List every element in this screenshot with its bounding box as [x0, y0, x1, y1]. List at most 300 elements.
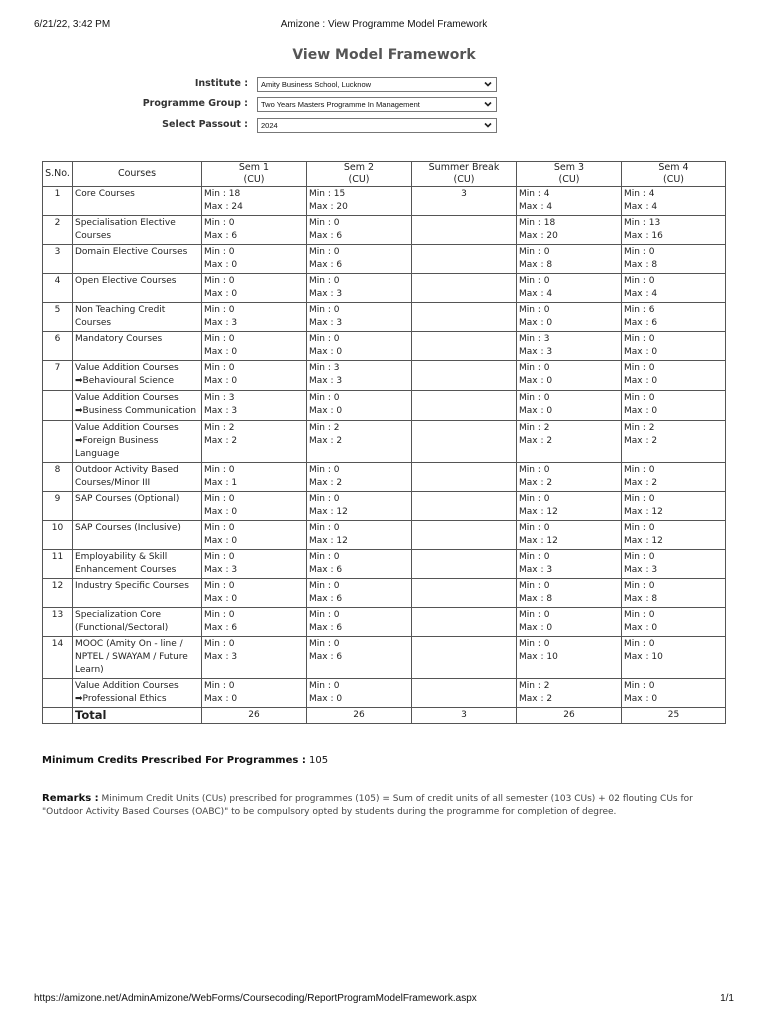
max-value: Max : 2: [519, 478, 553, 488]
min-value: Min : 0: [204, 552, 235, 562]
max-value: Max : 0: [204, 260, 238, 270]
max-value: Max : 3: [309, 318, 343, 328]
max-value: Max : 6: [309, 260, 343, 270]
cell-sno: 12: [43, 579, 73, 608]
cell-summer: [412, 463, 517, 492]
min-value: Min : 0: [309, 610, 340, 620]
cell-sem1: [202, 187, 307, 216]
min-value: Min : 0: [624, 681, 655, 691]
cell-sem3: [517, 332, 622, 361]
min-value: Min : 0: [624, 334, 655, 344]
cell-sno: 1: [43, 187, 73, 216]
table-row: [43, 303, 726, 332]
course-name: Domain Elective Courses: [75, 247, 188, 257]
cell-sno: 2: [43, 216, 73, 245]
min-value: Min : 0: [204, 681, 235, 691]
min-value: Min : 0: [519, 494, 550, 504]
cell-sem2: [307, 521, 412, 550]
min-value: Min : 4: [624, 189, 655, 199]
institute-select[interactable]: [257, 77, 497, 92]
min-value: Min : 0: [204, 639, 235, 649]
total-summer: 3: [412, 708, 517, 724]
cell-sem1: [202, 492, 307, 521]
cell-sem2: [307, 550, 412, 579]
min-value: Min : 0: [624, 581, 655, 591]
max-value: Max : 0: [624, 694, 658, 704]
max-value: Max : 2: [309, 478, 343, 488]
course-name: Value Addition Courses: [75, 681, 179, 691]
total-label: Total: [73, 708, 202, 724]
col-header-unit: (CU): [558, 174, 580, 185]
max-value: Max : 0: [204, 536, 238, 546]
total-sem1: 26: [202, 708, 307, 724]
cell-course: [73, 187, 202, 216]
cell-sno: 13: [43, 608, 73, 637]
course-name: Value Addition Courses: [75, 363, 179, 373]
max-value: Max : 0: [624, 406, 658, 416]
max-value: Max : 12: [519, 536, 558, 546]
min-value: Min : 0: [519, 247, 550, 257]
table-row: [43, 245, 726, 274]
cell-sem1: [202, 608, 307, 637]
min-value: Min : 4: [519, 189, 550, 199]
programme-group-select[interactable]: [257, 97, 497, 112]
cell-course: [73, 391, 202, 421]
max-value: Max : 0: [204, 347, 238, 357]
right-arrow-icon: ➡: [75, 436, 83, 446]
min-value: Min : 0: [624, 552, 655, 562]
cell-sno: 6: [43, 332, 73, 361]
min-value: Min : 0: [309, 393, 340, 403]
cell-summer: [412, 332, 517, 361]
col-header-unit: (CU): [453, 174, 475, 185]
cell-sem1: [202, 521, 307, 550]
cell-sem2: [307, 274, 412, 303]
course-subcategory: Foreign Business Language: [75, 436, 159, 459]
passout-select-value: 2024: [261, 121, 278, 130]
min-value: Min : 15: [309, 189, 346, 199]
cell-course: [73, 550, 202, 579]
min-value: Min : 2: [624, 423, 655, 433]
min-value: Min : 0: [204, 247, 235, 257]
min-value: Min : 0: [204, 494, 235, 504]
cell-summer: [412, 521, 517, 550]
cell-sno: 7: [43, 361, 73, 391]
max-value: Max : 3: [309, 289, 343, 299]
cell-summer: [412, 579, 517, 608]
min-value: Min : 0: [624, 465, 655, 475]
institute-select-value: Amity Business School, Lucknow: [261, 80, 372, 89]
min-value: Min : 6: [624, 305, 655, 315]
max-value: Max : 0: [204, 289, 238, 299]
max-value: Max : 0: [204, 594, 238, 604]
col-header-text: Sem 4: [658, 162, 689, 173]
max-value: Max : 0: [519, 623, 553, 633]
course-name: Core Courses: [75, 189, 135, 199]
course-name: Industry Specific Courses: [75, 581, 189, 591]
table-row: [43, 579, 726, 608]
max-value: Max : 3: [204, 652, 238, 662]
table-row: [43, 391, 726, 421]
cell-sem3: [517, 492, 622, 521]
min-value: Min : 0: [309, 681, 340, 691]
cell-sem4: [622, 463, 726, 492]
right-arrow-icon: ➡: [75, 376, 83, 386]
course-name: MOOC (Amity On - line / NPTEL / SWAYAM / Future Learn): [75, 639, 188, 675]
table-row: [43, 463, 726, 492]
print-header: [34, 19, 734, 33]
cell-summer: [412, 274, 517, 303]
cell-course: [73, 608, 202, 637]
programme-group-select-value: Two Years Masters Programme In Management: [261, 100, 420, 109]
chevron-down-icon: [483, 99, 493, 110]
min-value: Min : 0: [204, 334, 235, 344]
cell-sem1: [202, 332, 307, 361]
min-value: Min : 0: [309, 494, 340, 504]
total-row: [43, 708, 726, 724]
cell-course: [73, 303, 202, 332]
cell-sem2: [307, 391, 412, 421]
min-credits: [42, 755, 328, 766]
cell-course: [73, 579, 202, 608]
cell-sem3: [517, 550, 622, 579]
passout-filter-row: [120, 118, 500, 134]
min-value: Min : 0: [519, 393, 550, 403]
max-value: Max : 0: [519, 318, 553, 328]
max-value: Max : 0: [204, 507, 238, 517]
cell-sem3: [517, 463, 622, 492]
cell-sem3: [517, 274, 622, 303]
table-row: [43, 521, 726, 550]
cell-sem2: [307, 463, 412, 492]
cell-sem3: [517, 187, 622, 216]
max-value: Max : 4: [519, 202, 553, 212]
min-value: Min : 0: [204, 465, 235, 475]
min-value: Min : 0: [624, 639, 655, 649]
cell-sno: [43, 391, 73, 421]
min-value: Min : 0: [309, 305, 340, 315]
cell-sem2: [307, 579, 412, 608]
min-value: Min : 0: [309, 334, 340, 344]
course-subcategory: Professional Ethics: [82, 694, 167, 704]
cell-sem4: [622, 550, 726, 579]
cell-summer: [412, 608, 517, 637]
cell-sem4: [622, 303, 726, 332]
max-value: Max : 2: [624, 436, 658, 446]
min-value: Min : 2: [519, 423, 550, 433]
cell-course: [73, 421, 202, 463]
max-value: Max : 6: [204, 623, 238, 633]
cell-sno: 11: [43, 550, 73, 579]
cell-course: [73, 679, 202, 708]
min-value: Min : 0: [204, 218, 235, 228]
chevron-down-icon: [483, 79, 493, 90]
max-value: Max : 0: [204, 694, 238, 704]
col-header-sem4: [622, 162, 726, 187]
cell-summer: 3: [412, 187, 517, 216]
col-header-text: Sem 3: [553, 162, 585, 173]
col-header-text: Sem 1: [238, 162, 270, 173]
cell-sem2: [307, 608, 412, 637]
course-subcategory: Business Communication: [82, 406, 197, 416]
print-page-title: Amizone : View Programme Model Framework: [280, 19, 488, 30]
cell-sem2: [307, 245, 412, 274]
cell-sem1: [202, 463, 307, 492]
course-name: SAP Courses (Optional): [75, 494, 180, 504]
cell-sem1: [202, 391, 307, 421]
max-value: Max : 0: [309, 347, 343, 357]
max-value: Max : 6: [309, 623, 343, 633]
col-header-summer: [412, 162, 517, 187]
cell-sem2: [307, 492, 412, 521]
cell-sem3: [517, 579, 622, 608]
cell-course: [73, 245, 202, 274]
min-value: Min : 0: [204, 581, 235, 591]
col-header-courses: Courses: [73, 162, 202, 187]
max-value: Max : 10: [624, 652, 663, 662]
max-value: Max : 0: [519, 406, 553, 416]
min-value: Min : 0: [519, 523, 550, 533]
institute-filter-row: [120, 77, 500, 93]
course-name: Open Elective Courses: [75, 276, 177, 286]
max-value: Max : 4: [519, 289, 553, 299]
col-header-unit: (CU): [243, 174, 265, 185]
min-value: Min : 13: [624, 218, 661, 228]
cell-sem1: [202, 245, 307, 274]
min-value: Min : 0: [519, 465, 550, 475]
course-name: Specialisation Elective Courses: [75, 218, 176, 241]
max-value: Max : 6: [309, 565, 343, 575]
cell-course: [73, 463, 202, 492]
cell-sem2: [307, 303, 412, 332]
cell-sem2: [307, 361, 412, 391]
min-value: Min : 3: [204, 393, 235, 403]
cell-sem1: [202, 421, 307, 463]
right-arrow-icon: ➡: [75, 694, 83, 704]
right-arrow-icon: ➡: [75, 406, 83, 416]
cell-sno: 14: [43, 637, 73, 679]
min-value: Min : 0: [624, 610, 655, 620]
cell-sem4: [622, 521, 726, 550]
cell-sem2: [307, 187, 412, 216]
max-value: Max : 8: [624, 594, 658, 604]
print-footer: [34, 993, 734, 1007]
min-value: Min : 0: [309, 581, 340, 591]
min-value: Min : 0: [519, 581, 550, 591]
max-value: Max : 3: [309, 376, 343, 386]
min-value: Min : 0: [309, 247, 340, 257]
cell-sem4: [622, 274, 726, 303]
min-value: Min : 0: [204, 305, 235, 315]
table-row: [43, 216, 726, 245]
max-value: Max : 8: [519, 594, 553, 604]
remarks: [42, 792, 732, 819]
cell-sem4: [622, 391, 726, 421]
programme-group-filter-row: [120, 97, 500, 113]
min-value: Min : 0: [624, 247, 655, 257]
max-value: Max : 4: [624, 202, 658, 212]
cell-sno: 5: [43, 303, 73, 332]
max-value: Max : 12: [309, 536, 348, 546]
cell-sem4: [622, 332, 726, 361]
cell-sem3: [517, 391, 622, 421]
course-name: Value Addition Courses: [75, 393, 179, 403]
min-value: Min : 18: [519, 218, 556, 228]
print-datetime: 6/21/22, 3:42 PM: [34, 19, 111, 30]
min-value: Min : 0: [519, 610, 550, 620]
max-value: Max : 12: [309, 507, 348, 517]
min-value: Min : 0: [309, 276, 340, 286]
cell-sno: [43, 421, 73, 463]
min-value: Min : 0: [204, 610, 235, 620]
col-header-unit: (CU): [348, 174, 370, 185]
max-value: Max : 3: [519, 565, 553, 575]
print-url: https://amizone.net/AdminAmizone/WebForms/Coursecoding/ReportProgramModelFramework.aspx: [34, 993, 477, 1004]
max-value: Max : 0: [519, 376, 553, 386]
min-value: Min : 3: [309, 363, 340, 373]
table-row: [43, 187, 726, 216]
cell-sem1: [202, 303, 307, 332]
col-header-text: Summer Break: [428, 162, 500, 173]
max-value: Max : 0: [204, 376, 238, 386]
table-row: [43, 332, 726, 361]
course-name: Mandatory Courses: [75, 334, 163, 344]
min-value: Min : 0: [519, 305, 550, 315]
min-value: Min : 2: [204, 423, 235, 433]
max-value: Max : 12: [624, 507, 663, 517]
col-header-unit: (CU): [663, 174, 684, 185]
cell-course: [73, 274, 202, 303]
cell-summer: [412, 637, 517, 679]
cell-sem2: [307, 332, 412, 361]
table-row: [43, 274, 726, 303]
remarks-label: Remarks :: [42, 793, 99, 804]
min-value: Min : 2: [309, 423, 340, 433]
min-value: Min : 0: [204, 363, 235, 373]
table-row: [43, 361, 726, 391]
min-value: Min : 18: [204, 189, 241, 199]
cell-course: [73, 361, 202, 391]
passout-label: Select Passout :: [162, 119, 248, 130]
cell-summer: [412, 550, 517, 579]
max-value: Max : 20: [309, 202, 348, 212]
max-value: Max : 16: [624, 231, 663, 241]
max-value: Max : 6: [309, 652, 343, 662]
cell-sem4: [622, 421, 726, 463]
min-value: Min : 0: [519, 639, 550, 649]
cell-sem3: [517, 303, 622, 332]
cell-sem4: [622, 492, 726, 521]
col-header-sem2: [307, 162, 412, 187]
table-row: [43, 421, 726, 463]
cell-sem1: [202, 579, 307, 608]
max-value: Max : 6: [624, 318, 658, 328]
max-value: Max : 3: [204, 406, 238, 416]
max-value: Max : 0: [624, 623, 658, 633]
cell-course: [73, 521, 202, 550]
cell-summer: [412, 391, 517, 421]
total-sno: [43, 708, 73, 724]
cell-sem3: [517, 521, 622, 550]
cell-sem3: [517, 216, 622, 245]
course-name: SAP Courses (Inclusive): [75, 523, 181, 533]
programme-group-label: Programme Group :: [142, 98, 248, 109]
cell-sem4: [622, 679, 726, 708]
min-value: Min : 0: [624, 494, 655, 504]
max-value: Max : 10: [519, 652, 558, 662]
table-row: [43, 679, 726, 708]
cell-summer: [412, 303, 517, 332]
min-value: Min : 0: [309, 523, 340, 533]
max-value: Max : 2: [309, 436, 343, 446]
table-row: [43, 637, 726, 679]
col-header-text: Sem 2: [343, 162, 375, 173]
cell-sem2: [307, 637, 412, 679]
print-page-number: 1/1: [720, 993, 734, 1004]
max-value: Max : 0: [309, 694, 343, 704]
cell-sno: 3: [43, 245, 73, 274]
remarks-text: Minimum Credit Units (CUs) prescribed for programmes (105) = Sum of credit units of all semester (103 CUs) + 02 flouting CUs for "Outdoor Activity Based Courses (OABC)" to be compulsory opted by students during the programme for completion of degree.: [42, 794, 693, 817]
passout-select[interactable]: [257, 118, 497, 133]
cell-sno: 4: [43, 274, 73, 303]
min-value: Min : 0: [309, 218, 340, 228]
total-sem2: 26: [307, 708, 412, 724]
max-value: Max : 6: [309, 594, 343, 604]
min-value: Min : 2: [519, 681, 550, 691]
max-value: Max : 3: [519, 347, 553, 357]
cell-sem1: [202, 361, 307, 391]
cell-sem1: [202, 274, 307, 303]
cell-course: [73, 492, 202, 521]
min-credits-label: Minimum Credits Prescribed For Programmes :: [42, 755, 306, 766]
col-header-sem3: [517, 162, 622, 187]
cell-sno: [43, 679, 73, 708]
max-value: Max : 12: [519, 507, 558, 517]
cell-sem4: [622, 579, 726, 608]
min-value: Min : 0: [624, 276, 655, 286]
max-value: Max : 6: [204, 231, 238, 241]
cell-summer: [412, 492, 517, 521]
min-credits-value: 105: [309, 755, 329, 766]
max-value: Max : 24: [204, 202, 243, 212]
cell-course: [73, 216, 202, 245]
table-header-row: [43, 162, 726, 187]
cell-sem4: [622, 608, 726, 637]
max-value: Max : 6: [309, 231, 343, 241]
cell-summer: [412, 421, 517, 463]
max-value: Max : 12: [624, 536, 663, 546]
cell-course: [73, 332, 202, 361]
cell-sem4: [622, 637, 726, 679]
cell-sem2: [307, 216, 412, 245]
cell-sno: 10: [43, 521, 73, 550]
min-value: Min : 0: [624, 523, 655, 533]
cell-sem2: [307, 679, 412, 708]
total-sem3: 26: [517, 708, 622, 724]
cell-sem1: [202, 550, 307, 579]
course-name: Value Addition Courses: [75, 423, 179, 433]
course-name: Employability & Skill Enhancement Courses: [75, 552, 177, 575]
min-value: Min : 0: [519, 552, 550, 562]
cell-sem3: [517, 245, 622, 274]
course-name: Specialization Core (Functional/Sectoral): [75, 610, 169, 633]
min-value: Min : 0: [204, 276, 235, 286]
cell-summer: [412, 679, 517, 708]
max-value: Max : 2: [519, 436, 553, 446]
col-header-sem1: [202, 162, 307, 187]
cell-sem2: [307, 421, 412, 463]
cell-summer: [412, 245, 517, 274]
